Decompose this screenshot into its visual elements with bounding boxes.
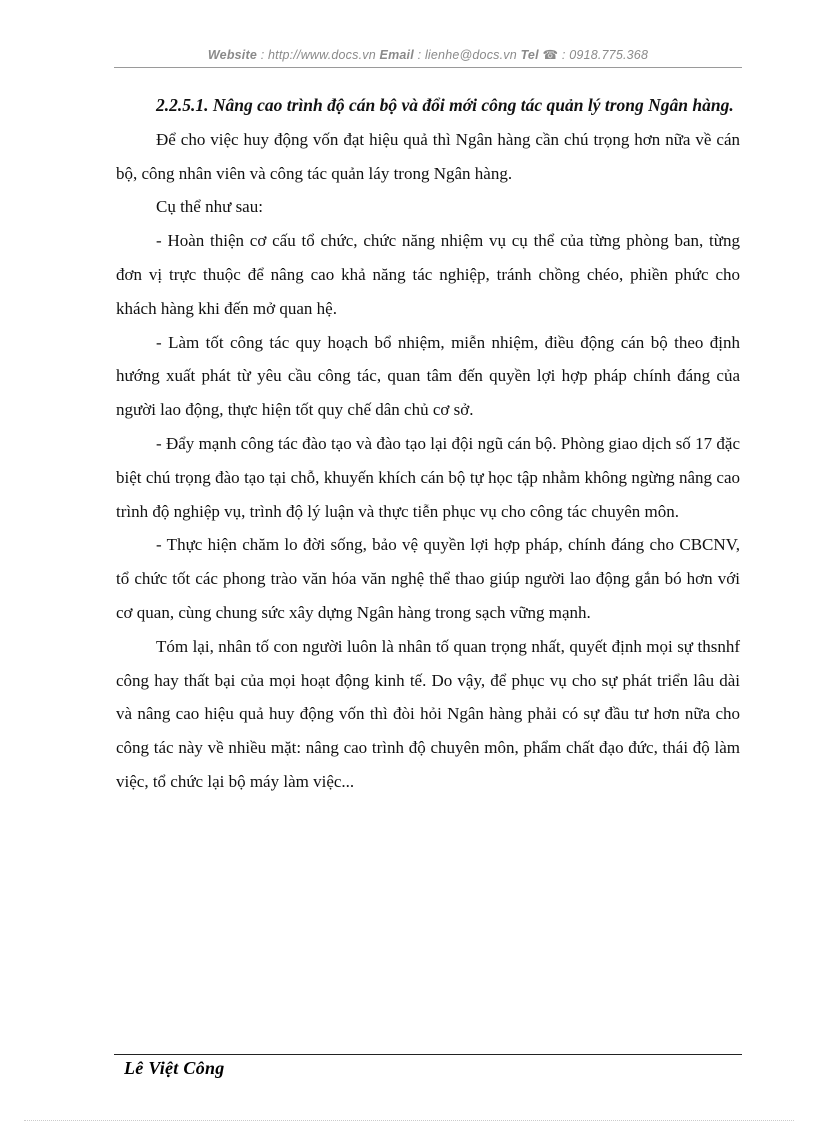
document-body	[116, 89, 740, 799]
header-divider	[114, 67, 742, 68]
header-website-url[interactable]: : http://www.docs.vn	[260, 48, 376, 62]
paragraph-conclusion: Tóm lại, nhân tố con người luôn là nhân tố quan trọng nhất, quyết định mọi sự thsnhf công hay thất bại của mọi hoạt động kinh tế. Do vậy, để phục vụ cho sự phát triển lâu dài và nâng cao hiệu quả huy động vốn thì đòi hỏi Ngân hàng phải có sự đầu tư hơn nữa cho công tác này về nhiều mặt: nâng cao trình độ chuyên môn, phẩm chất đạo đức, thái độ làm việc, tổ chức lại bộ máy làm việc...	[116, 636, 740, 791]
paragraph-bullet-organization: - Hoàn thiện cơ cấu tổ chức, chức năng nhiệm vụ cụ thể của từng phòng ban, từng đơn vị trực thuộc để nâng cao khả năng tác nghiệp, tránh chồng chéo, phiền phức cho khách hàng khi đến mở quan hệ.	[116, 231, 740, 318]
paragraph-bullet-welfare: - Thực hiện chăm lo đời sống, bảo vệ quyền lợi hợp pháp, chính đáng cho CBCNV, tổ chức tốt các phong trào văn hóa văn nghệ thể thao giúp người lao động gắn bó hơn với cơ quan, cùng chung sức xây dựng Ngân hàng trong sạch vững mạnh.	[116, 535, 740, 622]
header-website-label: Website	[207, 48, 257, 62]
header-tel-label: Tel	[520, 48, 539, 62]
paragraph-intro: Để cho việc huy động vốn đạt hiệu quả thì Ngân hàng cần chú trọng hơn nữa về cán bộ, công nhân viên và công tác quản láy trong Ngân hàng.	[116, 129, 740, 183]
section-heading: 2.2.5.1. Nâng cao trình độ cán bộ và đổi mới công tác quản lý trong Ngân hàng.	[156, 95, 734, 115]
header-email-label: Email	[379, 48, 414, 62]
footer-author-name: Lê Việt Công	[124, 1058, 225, 1078]
paragraph-bullet-training: - Đẩy mạnh công tác đào tạo và đào tạo lại đội ngũ cán bộ. Phòng giao dịch số 17 đặc biệt chú trọng đào tạo tại chỗ, khuyến khích cán bộ tự học tập nhằm không ngừng nâng cao trình độ nghiệp vụ, trình độ lý luận và thực tiễn phục vụ cho công tác chuyên môn.	[116, 433, 740, 521]
paragraph-bullet-planning: - Làm tốt công tác quy hoạch bổ nhiệm, miễn nhiệm, điều động cán bộ theo định hướng xuất phát từ yêu cầu công tác, quan tâm đến quyền lợi hợp pháp chính đáng của người lao động, thực hiện tốt quy chế dân chủ cơ sở.	[116, 332, 740, 420]
page-bottom-edge	[24, 1120, 794, 1121]
header-email-address[interactable]: : lienhe@docs.vn	[417, 48, 517, 62]
page-header	[114, 47, 742, 62]
header-tel-number: ☎ : 0918.775.368	[542, 48, 649, 62]
footer-divider	[114, 1054, 742, 1055]
paragraph-details-lead: Cụ thể như sau:	[156, 197, 263, 217]
